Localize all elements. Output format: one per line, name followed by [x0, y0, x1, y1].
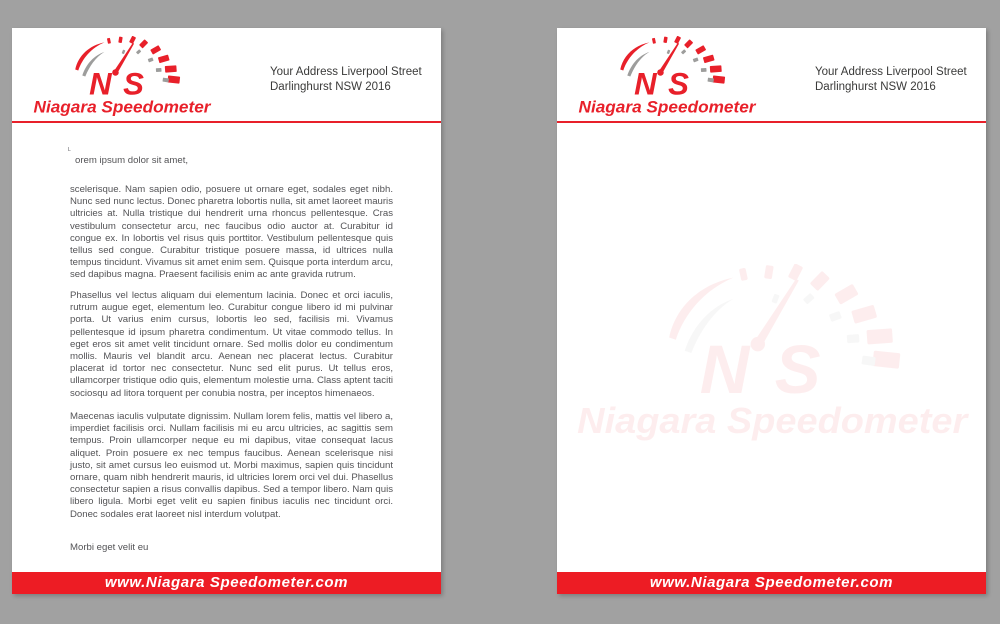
watermark-logo	[565, 264, 975, 442]
letter-paragraph: Phasellus vel lectus aliquam dui elementum lacinia. Donec et orci iaculis, rutrum augue eget, elementum leo. Curabitur congue libero id mi pulvinar porta. Ut varius enim cursus, lobortis leo sed, facilisis mi. Vivamus pellentesque id ipsum pharetra condimentum. Ut vitae commodo tellus. In eget eros sit amet velit tincidunt ornare. Sed mollis dolor eu condimentum mollis. Mauris vel blandit arcu. Aenean nec placerat lectus. Curabitur placerat id tortor nec consectetur. Nunc sed elit purus. Ut tellus eros, ullamcorper tristique odio quis, elementum molestie urna. Class aptent taciti sociosqu ad litora torquent per conubia nostra, per inceptos himenaeos.	[70, 290, 393, 399]
header-divider	[12, 121, 441, 123]
gauge-hub	[112, 69, 119, 76]
footer-bar	[557, 572, 986, 594]
address-block	[815, 65, 967, 95]
gauge-hub	[751, 337, 765, 351]
brand-logo	[573, 36, 759, 117]
logo-initial-s: S	[774, 330, 821, 408]
logo-initial-n: N	[699, 330, 750, 408]
address-line-1: Your Address Liverpool Street	[270, 66, 422, 78]
lead-cap-artifact: L	[68, 147, 71, 153]
header-divider	[557, 121, 986, 123]
speedometer-gauge-icon	[573, 36, 759, 117]
footer-bar	[12, 572, 441, 594]
gauge-swoosh-red	[669, 278, 733, 340]
logo-initial-n: N	[89, 66, 112, 102]
logo-initial-s: S	[123, 66, 144, 102]
gauge-ticks-red	[739, 264, 901, 369]
letterhead-page-with-text	[12, 28, 441, 594]
address-line-1: Your Address Liverpool Street	[815, 66, 967, 78]
salutation-line: orem ipsum dolor sit amet,	[75, 155, 189, 166]
speedometer-gauge-icon	[565, 264, 975, 442]
logo-initial-s: S	[668, 66, 689, 102]
logo-initial-n: N	[634, 66, 657, 102]
letterhead-page-blank	[557, 28, 986, 594]
brand-logo	[28, 36, 214, 117]
footer-website-url: www.Niagara Speedometer.com	[649, 574, 894, 591]
closing-line: Morbi eget velit eu	[70, 542, 149, 553]
speedometer-gauge-icon	[28, 36, 214, 117]
footer-website-url: www.Niagara Speedometer.com	[104, 574, 349, 591]
brand-wordmark: Niagara Speedometer	[578, 97, 758, 117]
gauge-swoosh-gray	[685, 299, 734, 353]
gauge-hub	[657, 69, 664, 76]
address-line-2: Darlinghurst NSW 2016	[270, 81, 391, 93]
brand-wordmark: Niagara Speedometer	[33, 97, 213, 117]
brand-wordmark: Niagara Speedometer	[577, 399, 970, 441]
gauge-ticks-gray	[771, 293, 875, 366]
letter-paragraph: scelerisque. Nam sapien odio, posuere ut ornare eget, sodales eget nibh. Nunc sed nunc lectus. Donec pharetra lobortis nulla, sit amet laoreet mauris ultricies at. Nulla tristique dui hendrerit urna rhoncus pellentesque. Cras vestibulum consectetur arcu, nec faucibus odio auctor at. Curabitur id congue ex. In lobortis vel risus quis porttitor. Vestibulum pellentesque quis tellus sed congue. Curabitur tristique posuere massa, id ultrices nulla tempus tincidunt. Vivamus sit amet enim sem. Quisque porta interdum arcu, sed dapibus magna. Praesent facilisis enim ac ante gravida rutrum.	[70, 184, 393, 281]
letter-paragraph: Maecenas iaculis vulputate dignissim. Nullam lorem felis, mattis vel libero a, imperdiet facilisis orci. Nullam facilisis mi eu arcu ultricies, ac sagittis sem tempus. Proin ullamcorper neque eu mi dapibus, vitae consequat lacus aliquet. Proin posuere ex nec tempus faucibus. Aenean scelerisque nisi justo, sit amet cursus leo euismod ut. Morbi maximus, sapien quis tincidunt ornare, quam nibh hendrerit mauris, id ultricies lorem orci vel dui. Phasellus consectetur sapien a risus convallis dapibus. Sed a tempor libero. Nam quis libero ligula. Morbi eget velit eu sapien finibus iaculis nec tincidunt orci. Donec sodales erat laoreet nisl interdum volutpat.	[70, 411, 393, 520]
gauge-needle	[754, 279, 799, 346]
address-line-2: Darlinghurst NSW 2016	[815, 81, 936, 93]
address-block	[270, 65, 422, 95]
